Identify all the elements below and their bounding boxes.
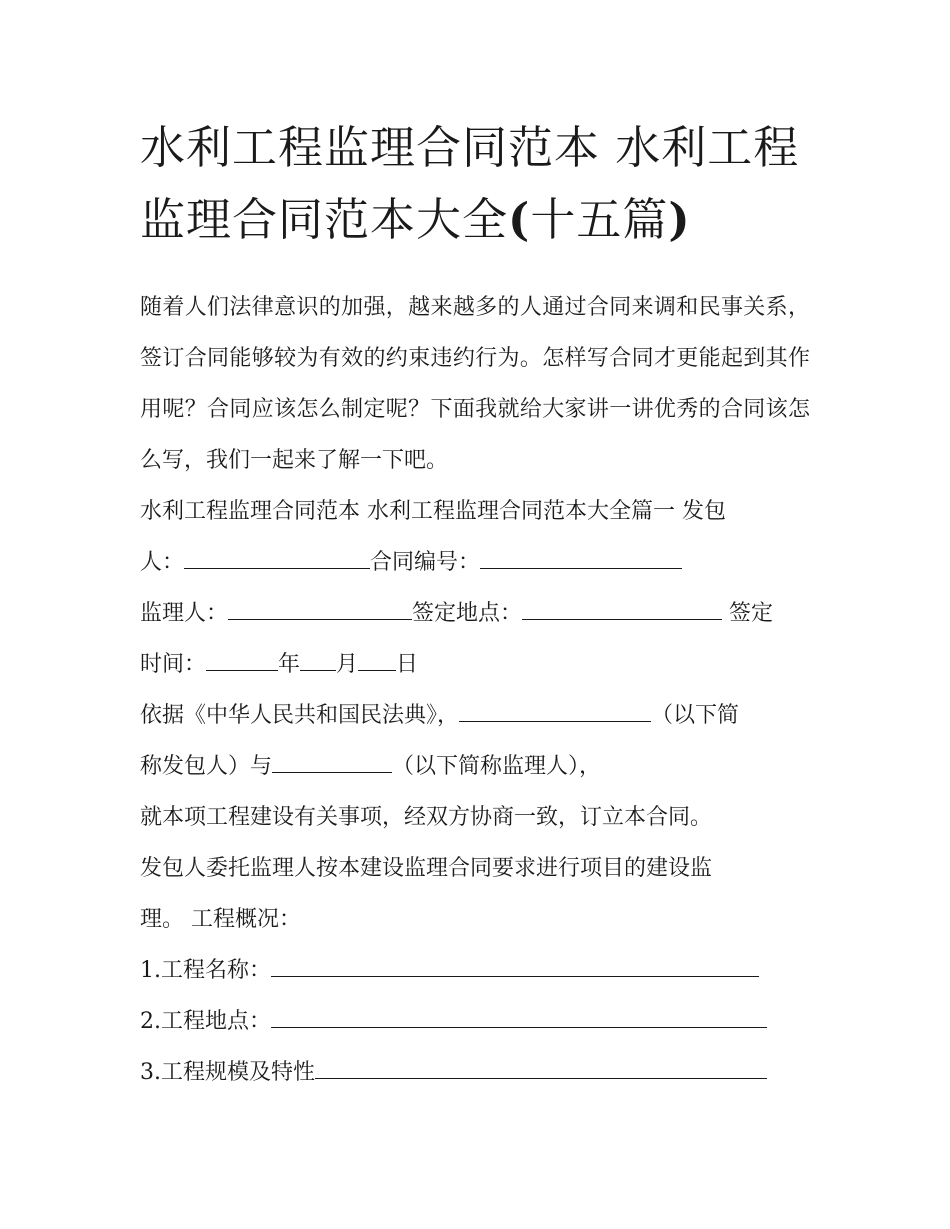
project-location-blank[interactable] — [271, 1009, 767, 1028]
title-main: 水利工程监理合同范本 水利工程监理合同范本大全 — [140, 121, 800, 246]
document-title — [140, 112, 810, 256]
basis-line — [140, 690, 810, 741]
basis-line-2 — [140, 741, 810, 792]
title-count: 十五篇 — [530, 193, 669, 246]
time-label: 时间： — [140, 652, 207, 677]
title-paren-open: ( — [508, 193, 531, 246]
month-blank[interactable] — [300, 652, 336, 671]
employer-name-blank[interactable] — [459, 703, 651, 722]
entrust-line-2: 理。 工程概况： — [140, 907, 301, 932]
supervisor-label: 监理人： — [140, 601, 229, 626]
intro-paragraph: 随着人们法律意识的加强，越来越多的人通过合同来调和民事关系，签订合同能够较为有效的约束违约行为。怎样写合同才更能起到其作用呢？合同应该怎么制定呢？下面我就给大家讲一讲优秀的合同该怎么写，我们一起来了解一下吧。 — [140, 295, 810, 473]
contract-no-blank[interactable] — [480, 550, 682, 569]
time-line — [140, 639, 810, 690]
supervisor-name-blank[interactable] — [272, 754, 392, 773]
sign-label: 签定 — [722, 601, 774, 626]
item3-label: 3.工程规模及特性 — [140, 1060, 315, 1085]
item-project-location — [140, 996, 810, 1047]
item2-label: 2.工程地点： — [140, 1009, 271, 1034]
employer-blank[interactable] — [184, 550, 370, 569]
document-page — [140, 112, 810, 1098]
basis2-prefix: 称发包人）与 — [140, 754, 273, 779]
basis-text: 依据《中华人民共和国民法典》， — [140, 703, 460, 728]
basis2-suffix: （以下简称监理人）， — [392, 754, 602, 779]
item1-label: 1.工程名称： — [140, 958, 271, 983]
party-line — [140, 537, 810, 588]
year-label: 年 — [278, 652, 301, 677]
contract-no-label: 合同编号： — [370, 550, 481, 575]
entrust-line-1: 发包人委托监理人按本建设监理合同要求进行项目的建设监 — [140, 856, 713, 881]
day-blank[interactable] — [358, 652, 396, 671]
project-scale-blank[interactable] — [315, 1060, 767, 1079]
party-prefix: 人： — [140, 550, 185, 575]
item-project-scale — [140, 1047, 810, 1098]
place-label: 签定地点： — [412, 601, 523, 626]
title-paren-close: ) — [668, 193, 691, 246]
project-name-blank[interactable] — [271, 958, 759, 977]
day-label: 日 — [396, 652, 419, 677]
supervisor-line — [140, 588, 810, 639]
basis-suffix: （以下简 — [651, 703, 740, 728]
item-project-name — [140, 945, 810, 996]
supervisor-blank[interactable] — [228, 601, 412, 620]
month-label: 月 — [336, 652, 359, 677]
agreement-line: 就本项工程建设有关事项，经双方协商一致，订立本合同。 — [140, 805, 713, 830]
year-blank[interactable] — [206, 652, 278, 671]
place-blank[interactable] — [522, 601, 722, 620]
section-heading: 水利工程监理合同范本 水利工程监理合同范本大全篇一 发包 — [140, 499, 726, 524]
